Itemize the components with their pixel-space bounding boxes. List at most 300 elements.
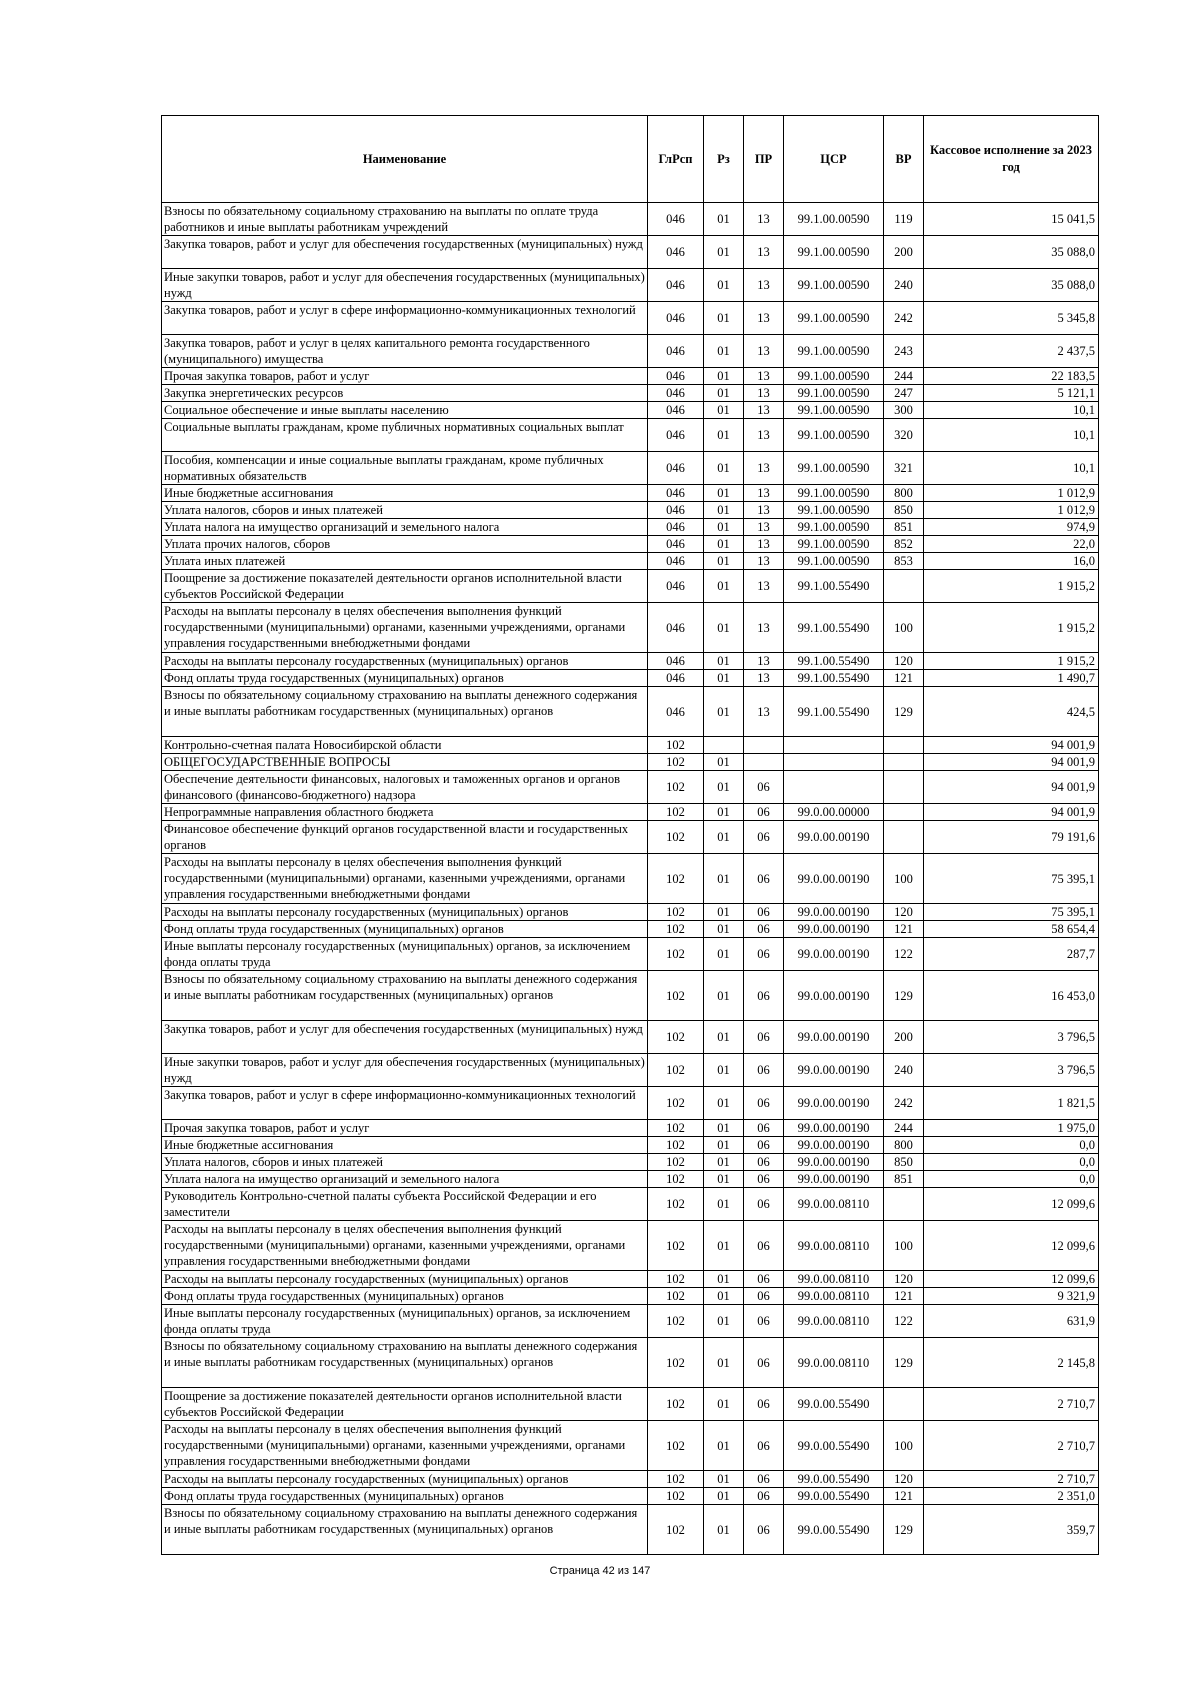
table-row bbox=[162, 1188, 1099, 1221]
cell-amount: 35 088,0 bbox=[924, 236, 1099, 269]
cell-csr: 99.1.00.00590 bbox=[784, 302, 884, 335]
cell-amount: 2 351,0 bbox=[924, 1488, 1099, 1505]
cell-glrsp: 046 bbox=[648, 553, 704, 570]
cell-rz: 01 bbox=[704, 971, 744, 1021]
cell-amount: 1 915,2 bbox=[924, 653, 1099, 670]
cell-csr: 99.0.00.08110 bbox=[784, 1288, 884, 1305]
header-name: Наименование bbox=[162, 116, 648, 203]
cell-name: Фонд оплаты труда государственных (муниципальных) органов bbox=[162, 670, 648, 687]
cell-csr bbox=[784, 737, 884, 754]
cell-name: Уплата налога на имущество организаций и земельного налога bbox=[162, 519, 648, 536]
cell-vr: 120 bbox=[884, 653, 924, 670]
cell-csr: 99.1.00.00590 bbox=[784, 203, 884, 236]
cell-name: Уплата налогов, сборов и иных платежей bbox=[162, 502, 648, 519]
cell-glrsp: 102 bbox=[648, 771, 704, 804]
cell-glrsp: 102 bbox=[648, 854, 704, 904]
cell-rz: 01 bbox=[704, 1054, 744, 1087]
cell-rz: 01 bbox=[704, 1488, 744, 1505]
cell-name: Расходы на выплаты персоналу в целях обеспечения выполнения функций государственными (муниципальными) органами, казенными учреждениями, органами управления государственными внебюджетными фондами bbox=[162, 1421, 648, 1471]
cell-rz: 01 bbox=[704, 402, 744, 419]
cell-amount: 1 821,5 bbox=[924, 1087, 1099, 1120]
cell-rz: 01 bbox=[704, 754, 744, 771]
header-csr: ЦСР bbox=[784, 116, 884, 203]
header-glrsp: ГлРсп bbox=[648, 116, 704, 203]
cell-pr: 06 bbox=[744, 1154, 784, 1171]
cell-rz: 01 bbox=[704, 452, 744, 485]
cell-name: Фонд оплаты труда государственных (муниципальных) органов bbox=[162, 1288, 648, 1305]
cell-pr: 13 bbox=[744, 452, 784, 485]
cell-csr: 99.1.00.00590 bbox=[784, 419, 884, 452]
cell-pr: 06 bbox=[744, 821, 784, 854]
cell-amount: 3 796,5 bbox=[924, 1054, 1099, 1087]
cell-rz: 01 bbox=[704, 385, 744, 402]
table-row bbox=[162, 754, 1099, 771]
cell-glrsp: 102 bbox=[648, 737, 704, 754]
cell-amount: 58 654,4 bbox=[924, 921, 1099, 938]
cell-vr: 129 bbox=[884, 971, 924, 1021]
cell-rz: 01 bbox=[704, 1305, 744, 1338]
cell-name: Взносы по обязательному социальному страхованию на выплаты денежного содержания и иные выплаты работникам государственных (муниципальных) органов bbox=[162, 1338, 648, 1388]
cell-pr: 13 bbox=[744, 203, 784, 236]
cell-name: Расходы на выплаты персоналу в целях обеспечения выполнения функций государственными (муниципальными) органами, казенными учреждениями, органами управления государственными внебюджетными фондами bbox=[162, 854, 648, 904]
cell-pr: 06 bbox=[744, 904, 784, 921]
table-row bbox=[162, 1488, 1099, 1505]
cell-glrsp: 102 bbox=[648, 1421, 704, 1471]
cell-csr: 99.1.00.00590 bbox=[784, 502, 884, 519]
table-row bbox=[162, 485, 1099, 502]
cell-glrsp: 046 bbox=[648, 519, 704, 536]
cell-csr: 99.1.00.55490 bbox=[784, 670, 884, 687]
cell-glrsp: 102 bbox=[648, 971, 704, 1021]
cell-pr: 06 bbox=[744, 1137, 784, 1154]
cell-amount: 9 321,9 bbox=[924, 1288, 1099, 1305]
cell-amount: 16,0 bbox=[924, 553, 1099, 570]
cell-pr: 06 bbox=[744, 1087, 784, 1120]
table-row bbox=[162, 519, 1099, 536]
cell-pr bbox=[744, 754, 784, 771]
table-row bbox=[162, 553, 1099, 570]
cell-rz: 01 bbox=[704, 335, 744, 368]
cell-glrsp: 046 bbox=[648, 687, 704, 737]
cell-glrsp: 102 bbox=[648, 1087, 704, 1120]
cell-glrsp: 046 bbox=[648, 335, 704, 368]
cell-vr bbox=[884, 1388, 924, 1421]
cell-rz: 01 bbox=[704, 553, 744, 570]
cell-amount: 35 088,0 bbox=[924, 269, 1099, 302]
table-row bbox=[162, 570, 1099, 603]
cell-vr: 247 bbox=[884, 385, 924, 402]
cell-csr: 99.0.00.55490 bbox=[784, 1488, 884, 1505]
cell-vr: 129 bbox=[884, 1338, 924, 1388]
table-row bbox=[162, 1421, 1099, 1471]
cell-vr bbox=[884, 754, 924, 771]
header-amount: Кассовое исполнение за 2023 год bbox=[924, 116, 1099, 203]
cell-vr: 121 bbox=[884, 670, 924, 687]
cell-amount: 2 710,7 bbox=[924, 1388, 1099, 1421]
cell-amount: 94 001,9 bbox=[924, 771, 1099, 804]
table-body bbox=[162, 203, 1099, 1555]
cell-glrsp: 102 bbox=[648, 1188, 704, 1221]
cell-name: Взносы по обязательному социальному страхованию на выплаты денежного содержания и иные выплаты работникам государственных (муниципальных) органов bbox=[162, 1505, 648, 1555]
cell-glrsp: 102 bbox=[648, 1338, 704, 1388]
cell-rz: 01 bbox=[704, 570, 744, 603]
cell-vr: 119 bbox=[884, 203, 924, 236]
cell-amount: 10,1 bbox=[924, 419, 1099, 452]
cell-csr: 99.0.00.08110 bbox=[784, 1221, 884, 1271]
cell-amount: 10,1 bbox=[924, 452, 1099, 485]
cell-rz: 01 bbox=[704, 368, 744, 385]
cell-csr: 99.0.00.00190 bbox=[784, 921, 884, 938]
table-row bbox=[162, 971, 1099, 1021]
cell-csr: 99.1.00.00590 bbox=[784, 269, 884, 302]
cell-csr: 99.0.00.08110 bbox=[784, 1188, 884, 1221]
table-row bbox=[162, 804, 1099, 821]
cell-amount: 15 041,5 bbox=[924, 203, 1099, 236]
cell-vr: 121 bbox=[884, 1288, 924, 1305]
cell-glrsp: 046 bbox=[648, 236, 704, 269]
cell-name: Расходы на выплаты персоналу в целях обеспечения выполнения функций государственными (муниципальными) органами, казенными учреждениями, органами управления государственными внебюджетными фондами bbox=[162, 603, 648, 653]
cell-pr: 13 bbox=[744, 670, 784, 687]
table-row bbox=[162, 1171, 1099, 1188]
cell-pr: 13 bbox=[744, 269, 784, 302]
cell-name: Расходы на выплаты персоналу государственных (муниципальных) органов bbox=[162, 904, 648, 921]
cell-csr: 99.0.00.00190 bbox=[784, 938, 884, 971]
cell-glrsp: 046 bbox=[648, 603, 704, 653]
cell-vr: 129 bbox=[884, 687, 924, 737]
table-row bbox=[162, 821, 1099, 854]
cell-glrsp: 102 bbox=[648, 1154, 704, 1171]
table-row bbox=[162, 335, 1099, 368]
cell-vr: 321 bbox=[884, 452, 924, 485]
cell-vr: 850 bbox=[884, 502, 924, 519]
cell-vr: 300 bbox=[884, 402, 924, 419]
cell-glrsp: 102 bbox=[648, 1021, 704, 1054]
cell-vr: 120 bbox=[884, 1471, 924, 1488]
cell-csr: 99.1.00.00590 bbox=[784, 519, 884, 536]
cell-pr: 06 bbox=[744, 1288, 784, 1305]
cell-pr: 13 bbox=[744, 368, 784, 385]
cell-pr: 06 bbox=[744, 854, 784, 904]
cell-rz: 01 bbox=[704, 1388, 744, 1421]
cell-pr: 13 bbox=[744, 519, 784, 536]
cell-name: Иные выплаты персоналу государственных (муниципальных) органов, за исключением фонда оплаты труда bbox=[162, 1305, 648, 1338]
cell-pr: 06 bbox=[744, 1338, 784, 1388]
cell-vr: 852 bbox=[884, 536, 924, 553]
table-row bbox=[162, 1338, 1099, 1388]
cell-glrsp: 102 bbox=[648, 754, 704, 771]
cell-csr: 99.0.00.55490 bbox=[784, 1505, 884, 1555]
cell-glrsp: 102 bbox=[648, 1054, 704, 1087]
cell-glrsp: 102 bbox=[648, 1471, 704, 1488]
cell-glrsp: 102 bbox=[648, 1137, 704, 1154]
cell-pr: 06 bbox=[744, 971, 784, 1021]
cell-glrsp: 102 bbox=[648, 804, 704, 821]
cell-pr: 06 bbox=[744, 1471, 784, 1488]
cell-rz: 01 bbox=[704, 938, 744, 971]
cell-rz: 01 bbox=[704, 804, 744, 821]
cell-pr: 13 bbox=[744, 687, 784, 737]
cell-vr: 100 bbox=[884, 1421, 924, 1471]
cell-pr: 13 bbox=[744, 502, 784, 519]
cell-glrsp: 102 bbox=[648, 1305, 704, 1338]
cell-name: Фонд оплаты труда государственных (муниципальных) органов bbox=[162, 1488, 648, 1505]
cell-glrsp: 102 bbox=[648, 921, 704, 938]
cell-csr: 99.0.00.55490 bbox=[784, 1388, 884, 1421]
cell-vr: 121 bbox=[884, 921, 924, 938]
cell-amount: 287,7 bbox=[924, 938, 1099, 971]
cell-glrsp: 102 bbox=[648, 1221, 704, 1271]
cell-rz: 01 bbox=[704, 1021, 744, 1054]
cell-amount: 0,0 bbox=[924, 1154, 1099, 1171]
cell-rz: 01 bbox=[704, 1171, 744, 1188]
cell-csr: 99.1.00.55490 bbox=[784, 603, 884, 653]
cell-csr bbox=[784, 754, 884, 771]
cell-pr: 06 bbox=[744, 1120, 784, 1137]
cell-csr: 99.1.00.00590 bbox=[784, 368, 884, 385]
cell-glrsp: 102 bbox=[648, 1505, 704, 1555]
cell-glrsp: 046 bbox=[648, 368, 704, 385]
cell-amount: 5 345,8 bbox=[924, 302, 1099, 335]
header-row bbox=[162, 116, 1099, 203]
cell-glrsp: 046 bbox=[648, 302, 704, 335]
cell-vr: 200 bbox=[884, 1021, 924, 1054]
cell-name: Иные бюджетные ассигнования bbox=[162, 485, 648, 502]
table-row bbox=[162, 1137, 1099, 1154]
table-row bbox=[162, 1054, 1099, 1087]
cell-pr: 13 bbox=[744, 302, 784, 335]
table-row bbox=[162, 1221, 1099, 1271]
cell-csr: 99.0.00.08110 bbox=[784, 1271, 884, 1288]
cell-pr: 06 bbox=[744, 1171, 784, 1188]
cell-vr: 129 bbox=[884, 1505, 924, 1555]
cell-pr: 06 bbox=[744, 1388, 784, 1421]
cell-name: Уплата иных платежей bbox=[162, 553, 648, 570]
cell-amount: 424,5 bbox=[924, 687, 1099, 737]
cell-pr: 06 bbox=[744, 938, 784, 971]
cell-rz bbox=[704, 737, 744, 754]
table-row bbox=[162, 1505, 1099, 1555]
cell-rz: 01 bbox=[704, 821, 744, 854]
cell-name: Иные закупки товаров, работ и услуг для обеспечения государственных (муниципальных) нужд bbox=[162, 1054, 648, 1087]
cell-amount: 631,9 bbox=[924, 1305, 1099, 1338]
cell-rz: 01 bbox=[704, 1188, 744, 1221]
cell-vr: 243 bbox=[884, 335, 924, 368]
cell-name: ОБЩЕГОСУДАРСТВЕННЫЕ ВОПРОСЫ bbox=[162, 754, 648, 771]
table-row bbox=[162, 687, 1099, 737]
cell-csr: 99.1.00.55490 bbox=[784, 687, 884, 737]
cell-glrsp: 102 bbox=[648, 1271, 704, 1288]
header-rz: Рз bbox=[704, 116, 744, 203]
cell-name: Прочая закупка товаров, работ и услуг bbox=[162, 1120, 648, 1137]
table-row bbox=[162, 385, 1099, 402]
cell-vr: 244 bbox=[884, 368, 924, 385]
cell-name: Расходы на выплаты персоналу государственных (муниципальных) органов bbox=[162, 1471, 648, 1488]
cell-csr: 99.1.00.00590 bbox=[784, 485, 884, 502]
cell-name: Взносы по обязательному социальному страхованию на выплаты денежного содержания и иные выплаты работникам государственных (муниципальных) органов bbox=[162, 687, 648, 737]
cell-name: Расходы на выплаты персоналу государственных (муниципальных) органов bbox=[162, 1271, 648, 1288]
cell-amount: 94 001,9 bbox=[924, 804, 1099, 821]
table-row bbox=[162, 1087, 1099, 1120]
cell-pr: 06 bbox=[744, 771, 784, 804]
cell-amount: 22 183,5 bbox=[924, 368, 1099, 385]
cell-csr: 99.0.00.55490 bbox=[784, 1421, 884, 1471]
cell-pr: 13 bbox=[744, 485, 784, 502]
cell-rz: 01 bbox=[704, 502, 744, 519]
cell-vr: 122 bbox=[884, 1305, 924, 1338]
table-row bbox=[162, 368, 1099, 385]
cell-rz: 01 bbox=[704, 236, 744, 269]
cell-vr: 100 bbox=[884, 854, 924, 904]
cell-rz: 01 bbox=[704, 1471, 744, 1488]
cell-pr: 13 bbox=[744, 236, 784, 269]
cell-name: Контрольно-счетная палата Новосибирской области bbox=[162, 737, 648, 754]
cell-csr: 99.0.00.00190 bbox=[784, 1137, 884, 1154]
cell-csr: 99.0.00.00190 bbox=[784, 1171, 884, 1188]
cell-rz: 01 bbox=[704, 921, 744, 938]
cell-rz: 01 bbox=[704, 603, 744, 653]
cell-rz: 01 bbox=[704, 485, 744, 502]
cell-rz: 01 bbox=[704, 1288, 744, 1305]
cell-glrsp: 102 bbox=[648, 1171, 704, 1188]
cell-pr: 06 bbox=[744, 1188, 784, 1221]
cell-amount: 12 099,6 bbox=[924, 1188, 1099, 1221]
cell-pr: 06 bbox=[744, 1488, 784, 1505]
cell-csr: 99.0.00.00190 bbox=[784, 1154, 884, 1171]
cell-name: Прочая закупка товаров, работ и услуг bbox=[162, 368, 648, 385]
table-row bbox=[162, 737, 1099, 754]
cell-pr: 13 bbox=[744, 653, 784, 670]
cell-vr: 851 bbox=[884, 519, 924, 536]
cell-name: Уплата прочих налогов, сборов bbox=[162, 536, 648, 553]
cell-name: Уплата налогов, сборов и иных платежей bbox=[162, 1154, 648, 1171]
cell-amount: 10,1 bbox=[924, 402, 1099, 419]
cell-amount: 94 001,9 bbox=[924, 754, 1099, 771]
cell-csr: 99.1.00.00590 bbox=[784, 385, 884, 402]
cell-glrsp: 046 bbox=[648, 385, 704, 402]
cell-amount: 1 490,7 bbox=[924, 670, 1099, 687]
cell-name: Иные выплаты персоналу государственных (муниципальных) органов, за исключением фонда оплаты труда bbox=[162, 938, 648, 971]
cell-glrsp: 046 bbox=[648, 203, 704, 236]
cell-amount: 2 145,8 bbox=[924, 1338, 1099, 1388]
table-row bbox=[162, 1388, 1099, 1421]
cell-rz: 01 bbox=[704, 1154, 744, 1171]
cell-csr: 99.1.00.00590 bbox=[784, 236, 884, 269]
cell-vr: 240 bbox=[884, 269, 924, 302]
cell-name: Руководитель Контрольно-счетной палаты субъекта Российской Федерации и его заместители bbox=[162, 1188, 648, 1221]
cell-csr: 99.1.00.00590 bbox=[784, 452, 884, 485]
cell-csr: 99.0.00.00190 bbox=[784, 854, 884, 904]
cell-amount: 12 099,6 bbox=[924, 1271, 1099, 1288]
cell-amount: 5 121,1 bbox=[924, 385, 1099, 402]
cell-vr bbox=[884, 821, 924, 854]
cell-rz: 01 bbox=[704, 1338, 744, 1388]
cell-csr: 99.0.00.08110 bbox=[784, 1338, 884, 1388]
table-row bbox=[162, 269, 1099, 302]
cell-amount: 1 012,9 bbox=[924, 485, 1099, 502]
cell-rz: 01 bbox=[704, 854, 744, 904]
table-row bbox=[162, 921, 1099, 938]
cell-glrsp: 046 bbox=[648, 670, 704, 687]
cell-rz: 01 bbox=[704, 419, 744, 452]
cell-pr: 06 bbox=[744, 921, 784, 938]
cell-rz: 01 bbox=[704, 771, 744, 804]
cell-vr: 240 bbox=[884, 1054, 924, 1087]
cell-name: Финансовое обеспечение функций органов государственной власти и государственных органов bbox=[162, 821, 648, 854]
cell-pr bbox=[744, 737, 784, 754]
cell-pr: 06 bbox=[744, 804, 784, 821]
cell-rz: 01 bbox=[704, 536, 744, 553]
cell-csr: 99.0.00.00190 bbox=[784, 1021, 884, 1054]
cell-rz: 01 bbox=[704, 519, 744, 536]
table-row bbox=[162, 653, 1099, 670]
cell-csr: 99.0.00.00190 bbox=[784, 904, 884, 921]
cell-name: Фонд оплаты труда государственных (муниципальных) органов bbox=[162, 921, 648, 938]
cell-vr: 850 bbox=[884, 1154, 924, 1171]
cell-vr bbox=[884, 1188, 924, 1221]
cell-name: Взносы по обязательному социальному страхованию на выплаты денежного содержания и иные выплаты работникам государственных (муниципальных) органов bbox=[162, 971, 648, 1021]
cell-amount: 22,0 bbox=[924, 536, 1099, 553]
cell-csr: 99.0.00.00190 bbox=[784, 821, 884, 854]
cell-csr: 99.1.00.55490 bbox=[784, 653, 884, 670]
table-row bbox=[162, 1120, 1099, 1137]
cell-name: Взносы по обязательному социальному страхованию на выплаты по оплате труда работников и иные выплаты работникам учреждений bbox=[162, 203, 648, 236]
table-row bbox=[162, 670, 1099, 687]
cell-csr: 99.0.00.55490 bbox=[784, 1471, 884, 1488]
table-row bbox=[162, 603, 1099, 653]
cell-pr: 06 bbox=[744, 1305, 784, 1338]
cell-rz: 01 bbox=[704, 653, 744, 670]
cell-name: Закупка товаров, работ и услуг для обеспечения государственных (муниципальных) нужд bbox=[162, 236, 648, 269]
table-row bbox=[162, 904, 1099, 921]
cell-name: Закупка товаров, работ и услуг в сфере информационно-коммуникационных технологий bbox=[162, 1087, 648, 1120]
cell-rz: 01 bbox=[704, 670, 744, 687]
cell-pr: 13 bbox=[744, 536, 784, 553]
header-vr: ВР bbox=[884, 116, 924, 203]
cell-name: Поощрение за достижение показателей деятельности органов исполнительной власти субъектов Российской Федерации bbox=[162, 570, 648, 603]
table-row bbox=[162, 854, 1099, 904]
cell-pr: 06 bbox=[744, 1221, 784, 1271]
header-pr: ПР bbox=[744, 116, 784, 203]
cell-rz: 01 bbox=[704, 904, 744, 921]
cell-csr: 99.1.00.00590 bbox=[784, 335, 884, 368]
cell-glrsp: 102 bbox=[648, 1120, 704, 1137]
cell-csr: 99.0.00.00190 bbox=[784, 1054, 884, 1087]
cell-csr bbox=[784, 771, 884, 804]
cell-name: Закупка энергетических ресурсов bbox=[162, 385, 648, 402]
cell-name: Закупка товаров, работ и услуг для обеспечения государственных (муниципальных) нужд bbox=[162, 1021, 648, 1054]
cell-name: Непрограммные направления областного бюджета bbox=[162, 804, 648, 821]
cell-vr bbox=[884, 737, 924, 754]
cell-pr: 13 bbox=[744, 335, 784, 368]
table-row bbox=[162, 452, 1099, 485]
table-row bbox=[162, 502, 1099, 519]
cell-vr: 800 bbox=[884, 485, 924, 502]
cell-glrsp: 102 bbox=[648, 1488, 704, 1505]
cell-rz: 01 bbox=[704, 269, 744, 302]
table-row bbox=[162, 938, 1099, 971]
cell-vr bbox=[884, 804, 924, 821]
cell-vr: 853 bbox=[884, 553, 924, 570]
cell-name: Социальные выплаты гражданам, кроме публичных нормативных социальных выплат bbox=[162, 419, 648, 452]
cell-amount: 75 395,1 bbox=[924, 904, 1099, 921]
cell-rz: 01 bbox=[704, 1087, 744, 1120]
cell-rz: 01 bbox=[704, 1505, 744, 1555]
cell-amount: 0,0 bbox=[924, 1137, 1099, 1154]
cell-amount: 16 453,0 bbox=[924, 971, 1099, 1021]
page-footer bbox=[0, 1565, 1200, 1577]
cell-glrsp: 102 bbox=[648, 1288, 704, 1305]
cell-csr: 99.0.00.00190 bbox=[784, 1087, 884, 1120]
